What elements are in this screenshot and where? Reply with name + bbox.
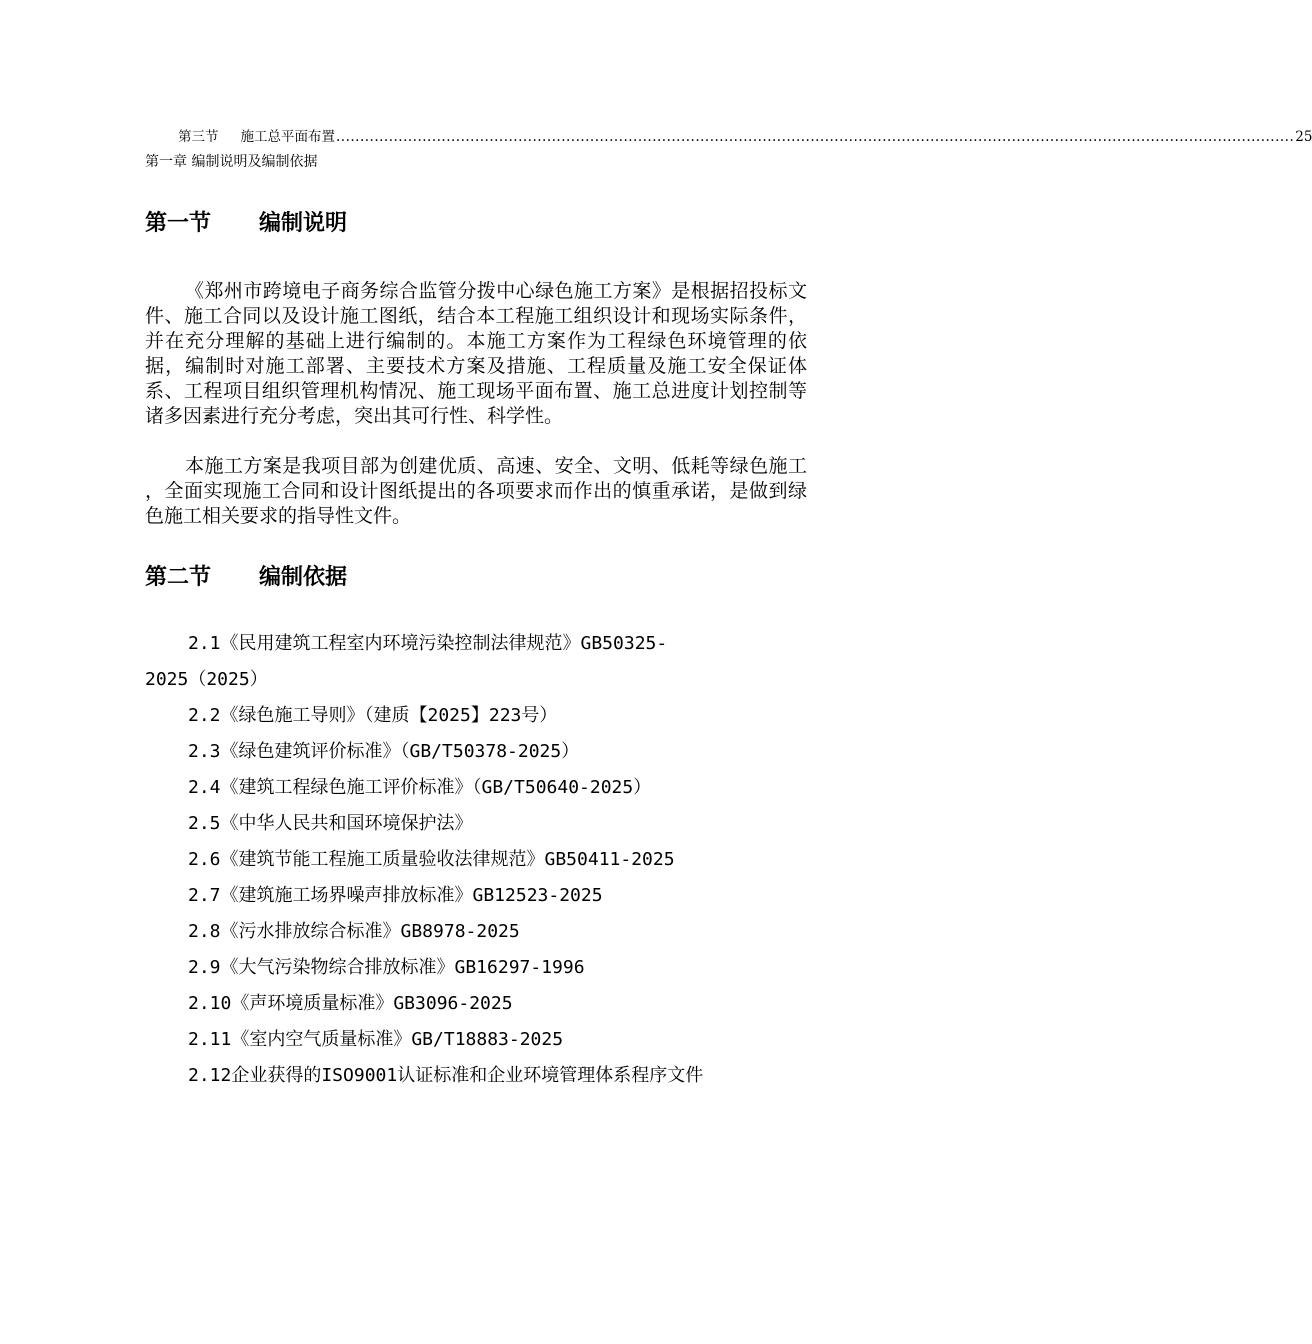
toc-section-title: 施工总平面布置 [240,129,335,145]
reference-item-line: 2.1《民用建筑工程室内环境污染控制法律规范》GB50325- [188,633,668,654]
section-title: 编制说明 [259,211,348,236]
reference-item [145,626,807,698]
section-title: 编制依据 [259,565,348,590]
reference-item-continuation: 2025（2025） [145,669,268,690]
reference-list [145,626,807,1094]
chapter-title: 第一章 编制说明及编制依据 [145,154,318,170]
toc-leader-dots: ........................................................................................................................................................................................................ [336,129,1295,145]
section-heading-1 [145,206,347,237]
reference-item: 2.6《建筑节能工程施工质量验收法律规范》GB50411-2025 [188,849,675,870]
reference-item: 2.5《中华人民共和国环境保护法》 [188,813,473,834]
reference-item: 2.9《大气污染物综合排放标准》GB16297-1996 [188,957,585,978]
reference-item: 2.8《污水排放综合标准》GB8978-2025 [188,921,520,942]
reference-item: 2.7《建筑施工场界噪声排放标准》GB12523-2025 [188,885,603,906]
reference-item: 2.4《建筑工程绿色施工评价标准》（GB/T50640-2025） [188,777,652,798]
reference-item: 2.10《声环境质量标准》GB3096-2025 [188,993,513,1014]
section-number: 第二节 [145,565,212,590]
reference-item: 2.2《绿色施工导则》（建质【2025】223号） [188,705,558,726]
reference-item: 2.11《室内空气质量标准》GB/T18883-2025 [188,1029,564,1050]
body-paragraph: 本施工方案是我项目部为创建优质、高速、安全、文明、低耗等绿色施工 ，全面实现施工合同和设计图纸提出的各项要求而作出的慎重承诺，是做到绿色施工相关要求的指导性文件。 [145,455,807,527]
reference-item: 2.3《绿色建筑评价标准》（GB/T50378-2025） [188,741,580,762]
reference-item: 2.12企业获得的ISO9001认证标准和企业环境管理体系程序文件 [188,1065,704,1086]
toc-page-number: 25 [1295,129,1312,145]
toc-section-number: 第三节 [178,129,219,145]
section-number: 第一节 [145,211,212,236]
section-heading-2 [145,560,347,591]
toc-entry[interactable] [178,125,1312,145]
body-paragraph: 《郑州市跨境电子商务综合监管分拨中心绿色施工方案》是根据招投标文件、施工合同以及设计施工图纸，结合本工程施工组织设计和现场实际条件，并在充分理解的基础上进行编制的。本施工方案作为工程绿色环境管理的依据，编制时对施工部署、主要技术方案及措施、工程质量及施工安全保证体系、工程项目组织管理机构情况、施工现场平面布置、施工总进度计划控制等诸多因素进行充分考虑，突出其可行性、科学性。 [145,280,807,427]
